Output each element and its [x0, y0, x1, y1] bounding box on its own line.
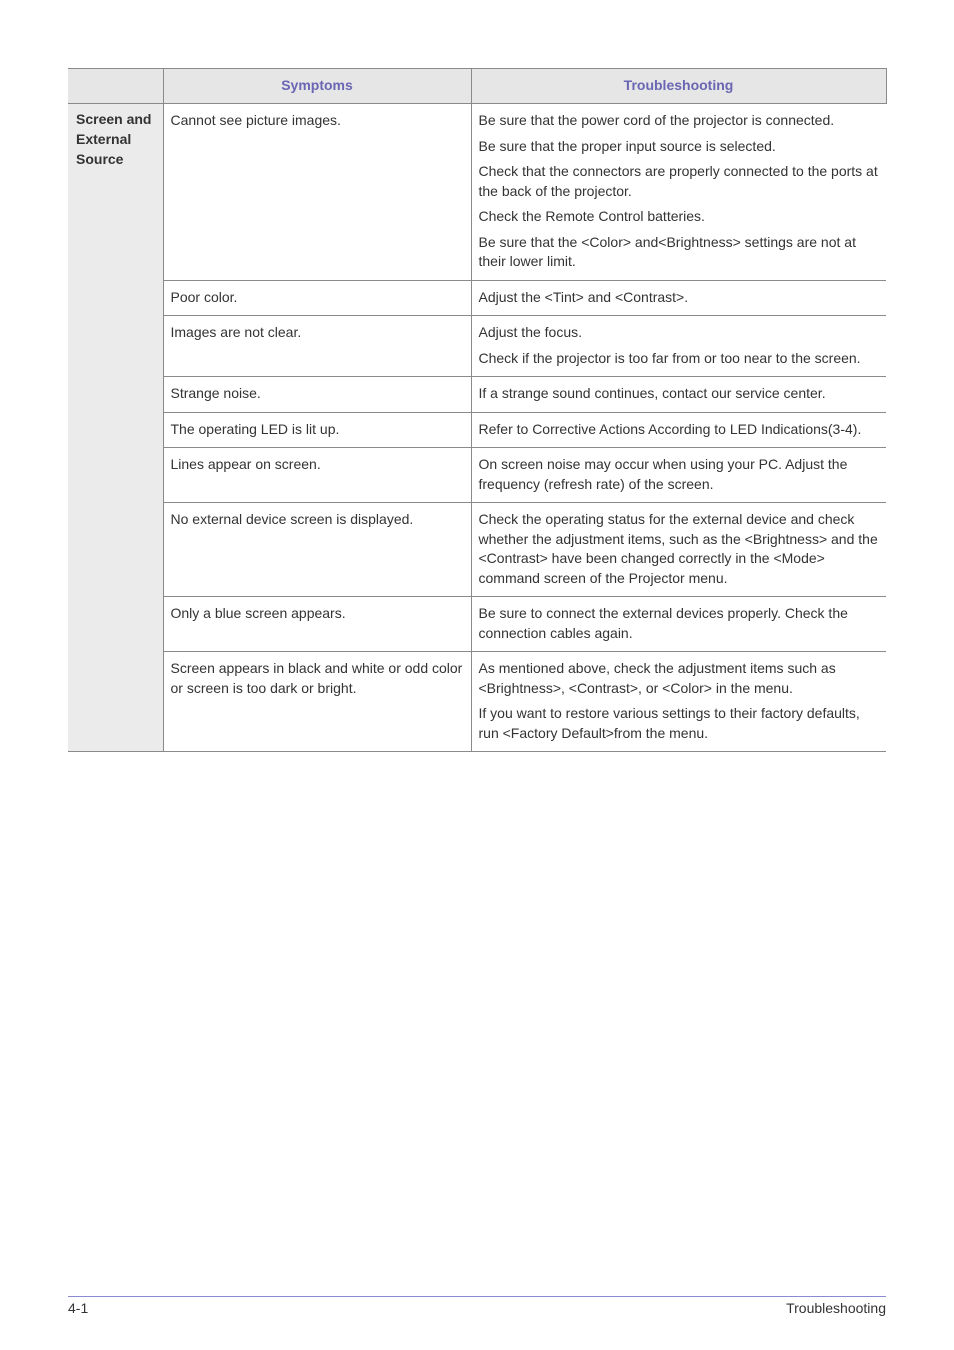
fix-item: On screen noise may occur when using your PC. Adjust the frequency (refresh rate) of the screen.: [478, 456, 848, 492]
troubleshooting-cell: [471, 448, 886, 503]
troubleshooting-cell: [471, 652, 886, 752]
troubleshooting-cell: [471, 503, 886, 597]
fix-item: Adjust the focus.: [478, 324, 583, 340]
fix-item: Be sure that the proper input source is selected.: [478, 137, 776, 154]
symptom-cell: Poor color.: [163, 280, 471, 316]
table-row: [68, 652, 886, 752]
troubleshooting-cell: [471, 597, 886, 652]
footer-section-title: Troubleshooting: [786, 1300, 886, 1316]
fix-item: Be sure that the power cord of the projector is connected.: [478, 112, 835, 128]
table-row: [68, 448, 886, 503]
symptom-cell: The operating LED is lit up.: [163, 412, 471, 448]
fix-item: As mentioned above, check the adjustment items such as <Brightness>, <Contrast>, or <Color> in the menu.: [478, 660, 836, 696]
category-line: Source: [76, 151, 124, 167]
symptom-cell: Only a blue screen appears.: [163, 597, 471, 652]
table-header-row: [68, 69, 886, 104]
table-row: [68, 104, 886, 281]
fix-item: Refer to Corrective Actions According to LED Indications(3-4).: [478, 420, 862, 437]
table-row: [68, 597, 886, 652]
header-category: [68, 69, 163, 104]
troubleshooting-cell: [471, 104, 886, 281]
table-body: [68, 104, 886, 752]
fix-item: If you want to restore various settings to their factory defaults, run <Factory Default>from the menu.: [478, 705, 860, 741]
category-line: External: [76, 131, 132, 147]
header-symptoms: Symptoms: [163, 69, 471, 104]
fix-item: Check the Remote Control batteries.: [478, 208, 705, 224]
fix-item: Check the operating status for the external device and check whether the adjustment items, such as the <Brightness> and the <Contrast> have been changed correctly in the <Mode> command screen of the Projector menu.: [478, 511, 878, 586]
fix-item: Be sure to connect the external devices properly. Check the connection cables again.: [478, 605, 848, 641]
symptom-cell: Screen appears in black and white or odd color or screen is too dark or bright.: [163, 652, 471, 752]
troubleshooting-cell: [471, 377, 886, 413]
table-row: [68, 377, 886, 413]
fix-item: Check that the connectors are properly connected to the ports at the back of the projector.: [478, 163, 878, 199]
troubleshooting-cell: [471, 412, 886, 448]
category-cell: [68, 104, 163, 752]
header-troubleshooting: Troubleshooting: [471, 69, 886, 104]
troubleshooting-cell: [471, 280, 886, 316]
symptom-cell: Lines appear on screen.: [163, 448, 471, 503]
fix-item: Be sure that the <Color> and<Brightness> settings are not at their lower limit.: [478, 233, 856, 269]
troubleshooting-cell: [471, 316, 886, 377]
fix-item: Check if the projector is too far from or too near to the screen.: [478, 349, 861, 366]
symptom-cell: Strange noise.: [163, 377, 471, 413]
fix-item: If a strange sound continues, contact our service center.: [478, 385, 826, 401]
category-line: Screen and: [76, 111, 152, 127]
table-row: [68, 280, 886, 316]
symptom-cell: Images are not clear.: [163, 316, 471, 377]
page-number: 4-1: [68, 1300, 89, 1316]
fix-item: Adjust the <Tint> and <Contrast>.: [478, 288, 689, 305]
symptom-cell: Cannot see picture images.: [163, 104, 471, 281]
table-row: [68, 316, 886, 377]
table-row: [68, 412, 886, 448]
table-row: [68, 503, 886, 597]
troubleshooting-table: [68, 68, 887, 752]
footer-divider: [68, 1296, 886, 1297]
symptom-cell: No external device screen is displayed.: [163, 503, 471, 597]
